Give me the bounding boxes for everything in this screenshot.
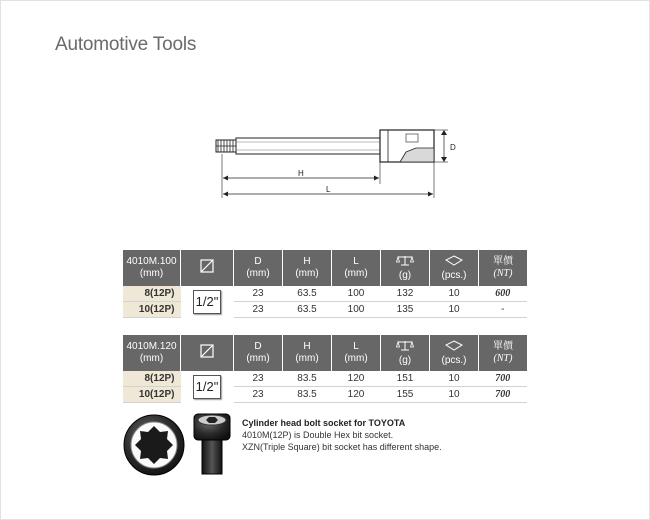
socket-drawing (210, 118, 460, 202)
pcs-cell: 10 (430, 371, 479, 387)
caption-title: Cylinder head bolt socket for TOYOTA (242, 418, 406, 428)
model-header-code: 4010M.120 (126, 341, 177, 352)
square-drive-header (181, 335, 234, 371)
weight-cell: 132 (381, 286, 430, 302)
price-header-unit: (NT) (493, 353, 513, 364)
d-header-top: D (254, 256, 262, 267)
d-header-unit: (mm) (246, 353, 270, 364)
d-header (234, 250, 283, 286)
model-header (123, 335, 181, 371)
weight-header (381, 335, 430, 371)
table-header-row (123, 335, 527, 371)
h-cell: 63.5 (283, 302, 332, 318)
caption-line-1: 4010M(12P) is Double Hex bit socket. (242, 430, 394, 440)
weight-cell: 135 (381, 302, 430, 318)
d-cell: 23 (234, 387, 283, 403)
weight-header-unit: (g) (398, 269, 412, 281)
page-title: Automotive Tools (55, 34, 197, 55)
h-header-unit: (mm) (295, 353, 319, 364)
pcs-header-unit: (pcs.) (441, 269, 467, 281)
weight-header (381, 250, 430, 286)
model-cell: 8(12P) (123, 371, 181, 387)
product-caption (242, 417, 442, 453)
drive-size-badge: 1/2" (193, 290, 221, 314)
d-cell: 23 (234, 371, 283, 387)
model-cell: 10(12P) (123, 302, 181, 318)
h-header-top: H (303, 256, 311, 267)
price-header-unit: (NT) (493, 268, 513, 279)
pcs-cell: 10 (430, 302, 479, 318)
pcs-header-unit: (pcs.) (441, 354, 467, 366)
l-header-top: L (353, 256, 359, 267)
d-cell: 23 (234, 286, 283, 302)
l-cell: 120 (332, 387, 381, 403)
spec-table-4010m-100 (123, 250, 527, 318)
socket-photo (122, 412, 237, 478)
h-header-top: H (303, 341, 311, 352)
square-drive-icon (200, 259, 214, 273)
h-header-unit: (mm) (295, 268, 319, 279)
model-header-code: 4010M.100 (126, 256, 177, 267)
model-cell: 8(12P) (123, 286, 181, 302)
model-cell: 10(12P) (123, 387, 181, 403)
square-drive-header (181, 250, 234, 286)
h-header (283, 250, 332, 286)
l-header-unit: (mm) (344, 353, 368, 364)
l-header (332, 250, 381, 286)
price-header-top: 單價 (493, 341, 513, 352)
price-header (479, 250, 528, 286)
h-cell: 83.5 (283, 371, 332, 387)
price-cell: 700 (479, 387, 528, 403)
drive-size-cell (181, 286, 234, 318)
dim-l-label: L (326, 185, 331, 194)
table-row (123, 286, 527, 302)
box-icon (445, 255, 463, 266)
weight-header-unit: (g) (398, 354, 412, 366)
h-cell: 83.5 (283, 387, 332, 403)
l-cell: 120 (332, 371, 381, 387)
d-header (234, 335, 283, 371)
bit-head-view (194, 414, 230, 474)
dim-h-label: H (298, 169, 304, 178)
bit-tip (216, 140, 236, 152)
model-header (123, 250, 181, 286)
d-header-top: D (254, 341, 262, 352)
table-header-row (123, 250, 527, 286)
socket-diagram (210, 118, 460, 207)
pcs-header (430, 250, 479, 286)
shaft (236, 138, 380, 154)
l-header (332, 335, 381, 371)
price-cell: 700 (479, 371, 528, 387)
drive-size-cell (181, 371, 234, 403)
model-header-unit: (mm) (139, 268, 164, 279)
price-header (479, 335, 528, 371)
square-drive-icon (200, 344, 214, 358)
scale-icon (396, 340, 414, 351)
price-cell: 600 (479, 286, 528, 302)
model-header-unit: (mm) (139, 353, 164, 364)
price-cell: - (479, 302, 528, 318)
pcs-cell: 10 (430, 286, 479, 302)
l-cell: 100 (332, 286, 381, 302)
pcs-header (430, 335, 479, 371)
scale-icon (396, 255, 414, 266)
weight-cell: 151 (381, 371, 430, 387)
d-cell: 23 (234, 302, 283, 318)
box-icon (445, 340, 463, 351)
table-row (123, 371, 527, 387)
caption-line-2: XZN(Triple Square) bit socket has different shape. (242, 442, 442, 452)
spec-table-4010m-120 (123, 335, 527, 403)
product-photo (122, 412, 237, 483)
l-header-unit: (mm) (344, 268, 368, 279)
weight-cell: 155 (381, 387, 430, 403)
h-cell: 63.5 (283, 286, 332, 302)
pcs-cell: 10 (430, 387, 479, 403)
d-header-unit: (mm) (246, 268, 270, 279)
h-header (283, 335, 332, 371)
socket-body (380, 130, 434, 162)
socket-end-view (124, 415, 184, 475)
drive-size-badge: 1/2" (193, 375, 221, 399)
price-header-top: 單價 (493, 256, 513, 267)
l-cell: 100 (332, 302, 381, 318)
dim-d-label: D (450, 143, 456, 152)
l-header-top: L (353, 341, 359, 352)
